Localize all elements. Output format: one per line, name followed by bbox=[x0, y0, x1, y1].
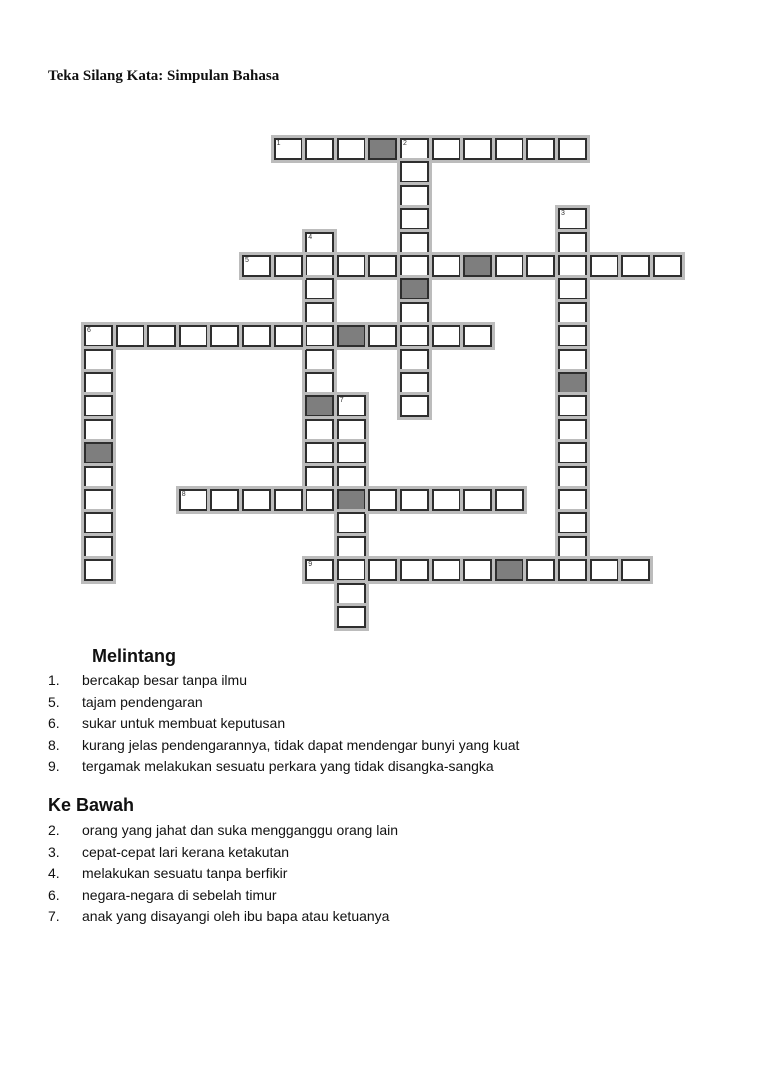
crossword-block-cell bbox=[558, 372, 587, 394]
down-clue-list bbox=[48, 820, 738, 928]
crossword-cell[interactable] bbox=[590, 559, 619, 581]
clue-number-label: 3 bbox=[561, 210, 565, 218]
crossword-cell[interactable] bbox=[337, 606, 366, 628]
crossword-cell[interactable] bbox=[210, 325, 239, 347]
down-clue bbox=[48, 820, 738, 842]
crossword-cell[interactable] bbox=[400, 302, 429, 324]
crossword-cell[interactable] bbox=[558, 512, 587, 534]
clue-number: 6. bbox=[48, 715, 60, 731]
down-clue bbox=[48, 885, 738, 907]
crossword-cell[interactable] bbox=[558, 419, 587, 441]
crossword-cell[interactable] bbox=[84, 325, 113, 347]
down-clue bbox=[48, 906, 738, 928]
page-title: Teka Silang Kata: Simpulan Bahasa bbox=[48, 68, 280, 84]
crossword-cell[interactable] bbox=[84, 395, 113, 417]
crossword-cell[interactable] bbox=[558, 232, 587, 254]
crossword-cell[interactable] bbox=[305, 466, 334, 488]
crossword-cell[interactable] bbox=[337, 255, 366, 277]
clue-number-label: 7 bbox=[339, 397, 344, 405]
crossword-cell[interactable] bbox=[463, 325, 492, 347]
crossword-cell[interactable] bbox=[400, 185, 429, 207]
crossword-cell[interactable] bbox=[463, 489, 492, 511]
across-clue bbox=[48, 692, 738, 714]
clue-number: 5. bbox=[48, 693, 60, 710]
clue-text: orang yang jahat dan suka mengganggu orang lain bbox=[82, 822, 399, 838]
crossword-cell[interactable] bbox=[337, 583, 366, 605]
crossword-cell[interactable] bbox=[400, 138, 429, 160]
crossword-cell[interactable] bbox=[558, 302, 587, 324]
crossword-block-cell bbox=[400, 278, 429, 300]
crossword-block-cell bbox=[305, 395, 334, 417]
crossword-block-cell bbox=[463, 255, 492, 277]
clue-number: 6. bbox=[48, 886, 60, 903]
clue-text: negara-negara di sebelah timur bbox=[82, 886, 277, 903]
across-clue bbox=[48, 713, 738, 735]
clue-number: 9. bbox=[48, 758, 60, 774]
crossword-block-cell bbox=[84, 442, 113, 464]
crossword-cell[interactable] bbox=[621, 255, 650, 277]
crossword-cell[interactable] bbox=[526, 138, 555, 160]
crossword-cell[interactable] bbox=[305, 349, 334, 371]
crossword-cell[interactable] bbox=[432, 138, 461, 160]
clue-number-label: 1 bbox=[276, 140, 281, 147]
crossword-cell[interactable] bbox=[242, 255, 271, 277]
crossword-cell[interactable] bbox=[242, 325, 271, 347]
crossword-cell[interactable] bbox=[84, 512, 113, 534]
crossword-cell[interactable] bbox=[400, 255, 429, 277]
crossword-cell[interactable] bbox=[305, 302, 334, 324]
crossword-cell[interactable] bbox=[432, 489, 461, 511]
clue-number: 1. bbox=[48, 672, 60, 688]
clue-number-label: 5 bbox=[245, 257, 249, 264]
crossword-cell[interactable] bbox=[179, 325, 208, 347]
crossword-cell[interactable] bbox=[400, 232, 429, 254]
crossword-cell[interactable] bbox=[337, 442, 366, 464]
crossword-cell[interactable] bbox=[558, 208, 587, 230]
clue-text: tergamak melakukan sesuatu perkara yang tidak disangka-sangka bbox=[82, 758, 494, 774]
crossword-cell[interactable] bbox=[558, 395, 587, 417]
crossword-cell[interactable] bbox=[305, 442, 334, 464]
crossword-cell[interactable] bbox=[147, 325, 176, 347]
crossword-cell[interactable] bbox=[84, 419, 113, 441]
crossword-block-cell bbox=[337, 325, 366, 347]
crossword-cell[interactable] bbox=[590, 255, 619, 277]
crossword-cell[interactable] bbox=[400, 559, 429, 581]
crossword-cell[interactable] bbox=[463, 559, 492, 581]
crossword-cell[interactable] bbox=[305, 559, 334, 581]
clue-text: sukar untuk membuat keputusan bbox=[82, 715, 286, 731]
crossword-block-cell bbox=[368, 138, 397, 160]
clue-number: 4. bbox=[48, 865, 60, 881]
across-clue bbox=[48, 670, 738, 692]
clue-number-label: 2 bbox=[403, 140, 407, 147]
crossword-cell[interactable] bbox=[337, 395, 366, 417]
crossword-cell[interactable] bbox=[432, 559, 461, 581]
crossword-cell[interactable] bbox=[337, 138, 366, 160]
crossword-cell[interactable] bbox=[305, 325, 334, 347]
crossword-cell[interactable] bbox=[337, 419, 366, 441]
crossword-cell[interactable] bbox=[400, 325, 429, 347]
crossword-cell[interactable] bbox=[463, 138, 492, 160]
crossword-cell[interactable] bbox=[337, 559, 366, 581]
crossword-cell[interactable] bbox=[653, 255, 682, 277]
crossword-cell[interactable] bbox=[305, 419, 334, 441]
crossword-cell[interactable] bbox=[558, 138, 587, 160]
crossword-cell[interactable] bbox=[495, 489, 524, 511]
crossword-cell[interactable] bbox=[274, 255, 303, 277]
clue-text: anak yang disayangi oleh ibu bapa atau ketuanya bbox=[82, 908, 390, 924]
crossword-cell[interactable] bbox=[400, 372, 429, 394]
crossword-cell[interactable] bbox=[305, 138, 334, 160]
crossword-cell[interactable] bbox=[621, 559, 650, 581]
clue-number-label: 8 bbox=[181, 491, 186, 498]
clue-text: melakukan sesuatu tanpa berfikir bbox=[82, 865, 288, 881]
crossword-cell[interactable] bbox=[210, 489, 239, 511]
crossword-cell[interactable] bbox=[558, 325, 587, 347]
crossword-cell[interactable] bbox=[368, 559, 397, 581]
crossword-cell[interactable] bbox=[400, 208, 429, 230]
crossword-cell[interactable] bbox=[84, 559, 113, 581]
crossword-cell[interactable] bbox=[84, 489, 113, 511]
across-heading: Melintang bbox=[92, 646, 176, 666]
crossword-cell[interactable] bbox=[400, 395, 429, 417]
clue-number: 2. bbox=[48, 822, 60, 838]
crossword-cell[interactable] bbox=[305, 255, 334, 277]
crossword-cell[interactable] bbox=[400, 489, 429, 511]
clue-number: 3. bbox=[48, 843, 60, 860]
crossword-cell[interactable] bbox=[84, 536, 113, 558]
down-heading: Ke Bawah bbox=[48, 795, 135, 815]
clue-text: kurang jelas pendengarannya, tidak dapat mendengar bunyi yang kuat bbox=[82, 736, 520, 753]
crossword-cell[interactable] bbox=[368, 255, 397, 277]
clue-number-label: 6 bbox=[87, 327, 91, 335]
crossword-cell[interactable] bbox=[305, 232, 334, 254]
crossword-cell[interactable] bbox=[526, 559, 555, 581]
crossword-cell[interactable] bbox=[305, 489, 334, 511]
crossword-cell[interactable] bbox=[400, 161, 429, 183]
crossword-cell[interactable] bbox=[116, 325, 145, 347]
crossword-cell[interactable] bbox=[337, 512, 366, 534]
crossword-cell[interactable] bbox=[558, 536, 587, 558]
clue-number: 8. bbox=[48, 736, 60, 753]
crossword-cell[interactable] bbox=[305, 278, 334, 300]
crossword-cell[interactable] bbox=[495, 255, 524, 277]
clue-text: tajam pendengaran bbox=[82, 693, 203, 710]
across-clue-list bbox=[48, 670, 738, 778]
crossword-cell[interactable] bbox=[368, 325, 397, 347]
crossword-cell[interactable] bbox=[495, 138, 524, 160]
crossword-cell[interactable] bbox=[337, 536, 366, 558]
clue-number-label: 4 bbox=[308, 233, 313, 241]
crossword-cell[interactable] bbox=[558, 349, 587, 371]
down-clue bbox=[48, 842, 738, 864]
crossword-cell[interactable] bbox=[84, 466, 113, 488]
across-clue bbox=[48, 735, 738, 757]
crossword-cell[interactable] bbox=[337, 466, 366, 488]
crossword-cell[interactable] bbox=[84, 349, 113, 371]
clue-number-label: 9 bbox=[308, 561, 313, 569]
crossword-cell[interactable] bbox=[526, 255, 555, 277]
crossword-block-cell bbox=[337, 489, 366, 511]
crossword-cell[interactable] bbox=[305, 372, 334, 394]
crossword-cell[interactable] bbox=[274, 325, 303, 347]
crossword-cell[interactable] bbox=[558, 255, 587, 277]
clue-text: cepat-cepat lari kerana ketakutan bbox=[82, 843, 290, 860]
crossword-cell[interactable] bbox=[274, 138, 303, 160]
crossword-cell[interactable] bbox=[274, 489, 303, 511]
crossword-cell[interactable] bbox=[432, 255, 461, 277]
crossword-cell[interactable] bbox=[558, 278, 587, 300]
crossword-block-cell bbox=[495, 559, 524, 581]
crossword-cell[interactable] bbox=[179, 489, 208, 511]
across-clue bbox=[48, 756, 738, 778]
crossword-cell[interactable] bbox=[558, 489, 587, 511]
clue-text: bercakap besar tanpa ilmu bbox=[82, 672, 247, 688]
crossword-cell[interactable] bbox=[242, 489, 271, 511]
clue-number: 7. bbox=[48, 908, 60, 924]
down-clue bbox=[48, 863, 738, 885]
crossword-cell[interactable] bbox=[368, 489, 397, 511]
crossword-cell[interactable] bbox=[558, 559, 587, 581]
crossword-cell[interactable] bbox=[400, 349, 429, 371]
crossword-cell[interactable] bbox=[558, 442, 587, 464]
crossword-cell[interactable] bbox=[84, 372, 113, 394]
crossword-cell[interactable] bbox=[432, 325, 461, 347]
crossword-cell[interactable] bbox=[558, 466, 587, 488]
